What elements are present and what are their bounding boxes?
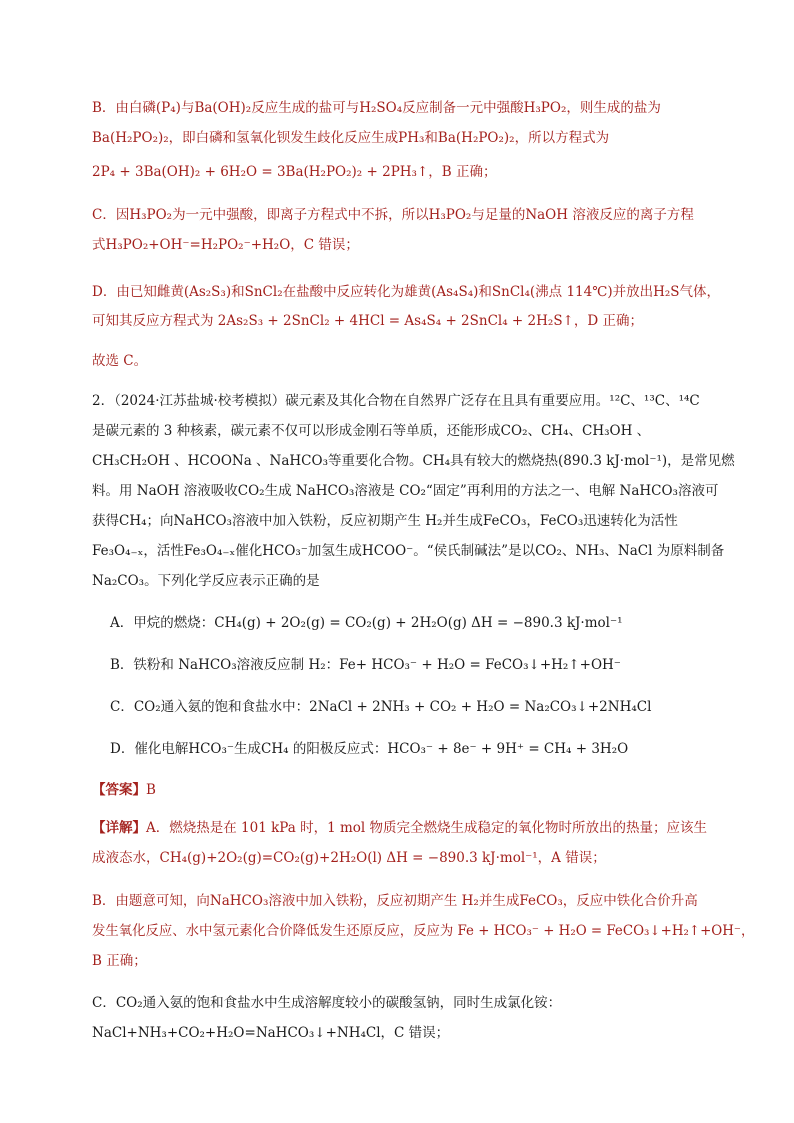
question2-line3: CH₃CH₂OH 、HCOONa 、NaHCO₃等重要化合物。CH₄具有较大的燃烧热(890.3 kJ·mol⁻¹)，是常见燃 (92, 453, 735, 469)
question2-line1: 2．（2024·江苏盐城·校考模拟）碳元素及其化合物在自然界广泛存在且具有重要应用。¹²C、¹³C、¹⁴C (92, 393, 700, 409)
prev-option-b-line2: Ba(H₂PO₂)₂，即白磷和氢氧化钡发生歧化反应生成PH₃和Ba(H₂PO₂)₂，所以方程式为 (92, 130, 610, 146)
question2-option-d: D．催化电解HCO₃⁻生成CH₄ 的阳极反应式：HCO₃⁻ + 8e⁻ + 9H⁺ = CH₄ + 3H₂O (110, 741, 629, 757)
question2-line5: 获得CH₄；向NaHCO₃溶液中加入铁粉，反应初期产生 H₂并生成FeCO₃，FeCO₃迅速转化为活性 (92, 513, 678, 529)
explanation-b-line2: 发生氧化反应、水中氢元素化合价降低发生还原反应，反应为 Fe + HCO₃⁻ + H₂O = FeCO₃↓+H₂↑+OH⁻， (92, 923, 755, 939)
answer-tag: 【答案】 (92, 782, 146, 798)
prev-conclusion: 故选 C。 (92, 353, 148, 369)
explanation-c-line2: NaCl+NH₃+CO₂+H₂O=NaHCO₃↓+NH₄Cl，C 错误； (92, 1025, 450, 1041)
explanation-c-line1: C．CO₂通入氨的饱和食盐水中生成溶解度较小的碳酸氢钠，同时生成氯化铵： (92, 995, 562, 1011)
question2-option-c: C．CO₂通入氨的饱和食盐水中：2NaCl + 2NH₃ + CO₂ + H₂O = Na₂CO₃↓+2NH₄Cl (110, 699, 652, 715)
question2-option-a: A．甲烷的燃烧：CH₄(g) + 2O₂(g) = CO₂(g) + 2H₂O(g) ΔH = −890.3 kJ·mol⁻¹ (110, 615, 623, 631)
prev-option-c-line2: 式H₃PO₂+OH⁻=H₂PO₂⁻+H₂O，C 错误； (92, 237, 359, 253)
question2-line2: 是碳元素的 3 种核素，碳元素不仅可以形成金刚石等单质，还能形成CO₂、CH₄、CH₃OH 、 (92, 423, 651, 439)
explanation-a-line1 (92, 818, 707, 838)
prev-option-b-line1: B．由白磷(P₄)与Ba(OH)₂反应生成的盐可与H₂SO₄反应制备一元中强酸H₃PO₂，则生成的盐为 (92, 100, 661, 116)
explanation-b-line1: B．由题意可知，向NaHCO₃溶液中加入铁粉，反应初期产生 H₂并生成FeCO₃，反应中铁化合价升高 (92, 893, 698, 909)
answer-line (92, 780, 156, 800)
question2-line7: Na₂CO₃。下列化学反应表示正确的是 (92, 573, 320, 589)
question2-line6: Fe₃O₄₋ₓ，活性Fe₃O₄₋ₓ催化HCO₃⁻加氢生成HCOO⁻。“侯氏制碱法”是以CO₂、NH₃、NaCl 为原料制备 (92, 543, 725, 559)
prev-option-c-line1: C．因H₃PO₂为一元中强酸，即离子方程式中不拆，所以H₃PO₂与足量的NaOH 溶液反应的离子方程 (92, 207, 694, 223)
explanation-a-text1: A．燃烧热是在 101 kPa 时，1 mol 物质完全燃烧生成稳定的氧化物时所放出的热量；应该生 (146, 820, 708, 836)
question2-line4: 料。用 NaOH 溶液吸收CO₂生成 NaHCO₃溶液是 CO₂“固定”再利用的方法之一、电解 NaHCO₃溶液可 (92, 483, 719, 499)
explanation-a-line2: 成液态水，CH₄(g)+2O₂(g)=CO₂(g)+2H₂O(l) ΔH = −890.3 kJ·mol⁻¹，A 错误； (92, 850, 606, 866)
question2-option-b: B．铁粉和 NaHCO₃溶液反应制 H₂：Fe+ HCO₃⁻ + H₂O = FeCO₃↓+H₂↑+OH⁻ (110, 657, 621, 673)
prev-option-b-line3: 2P₄ + 3Ba(OH)₂ + 6H₂O = 3Ba(H₂PO₂)₂ + 2PH₃↑，B 正确； (92, 164, 497, 180)
explanation-tag: 【详解】 (92, 820, 146, 836)
prev-option-d-line2: 可知其反应方程式为 2As₂S₃ + 2SnCl₂ + 4HCl = As₄S₄ + 2SnCl₄ + 2H₂S↑，D 正确； (92, 313, 643, 329)
prev-option-d-line1: D．由已知雌黄(As₂S₃)和SnCl₂在盐酸中反应转化为雄黄(As₄S₄)和SnCl₄(沸点 114℃)并放出H₂S气体， (92, 284, 721, 300)
explanation-b-line3: B 正确； (92, 953, 147, 969)
answer-value: B (146, 782, 156, 798)
